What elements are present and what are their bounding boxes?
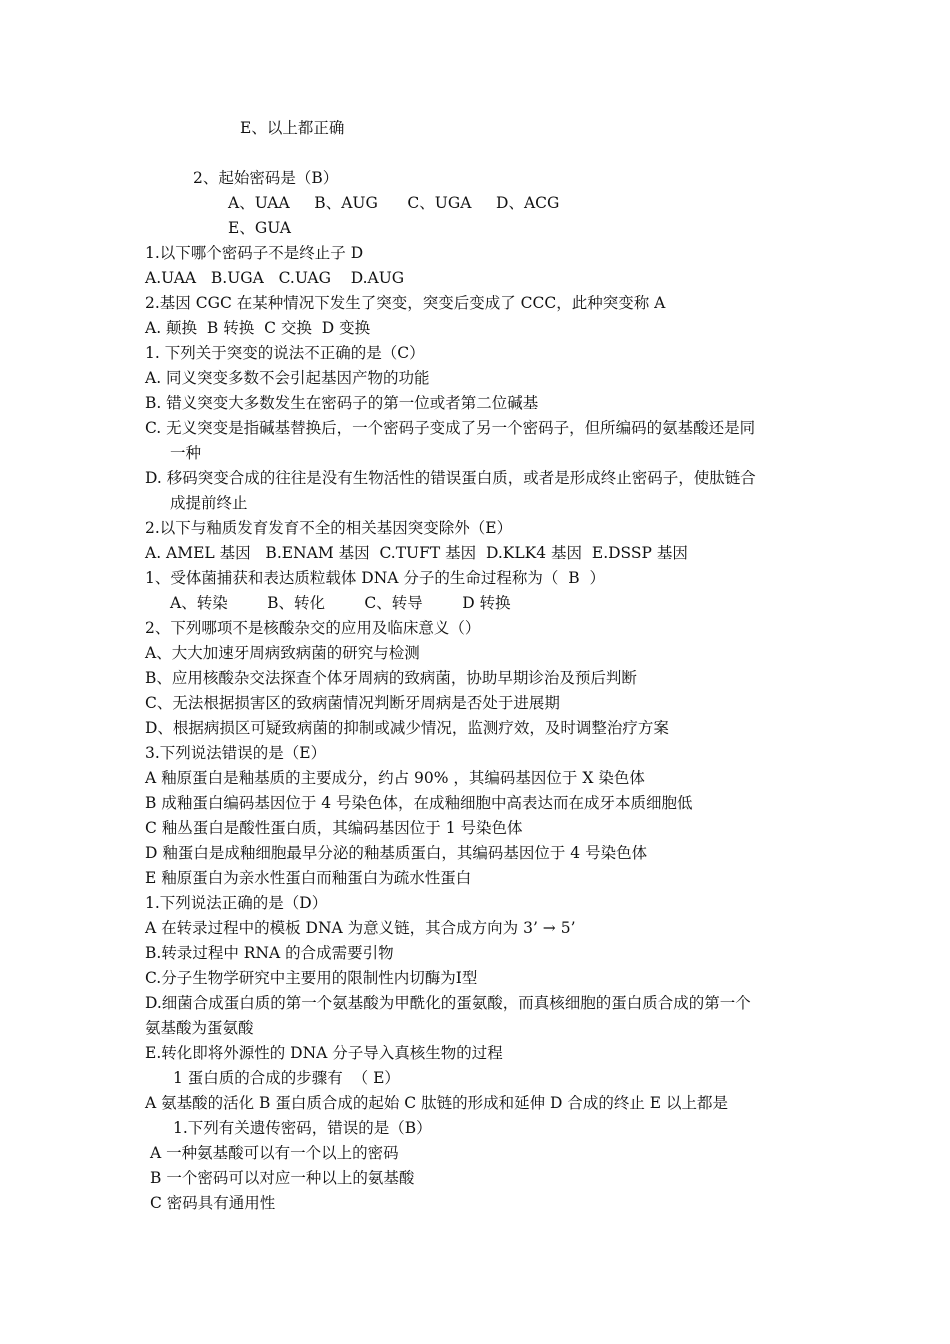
text-line: B. 错义突变大多数发生在密码子的第一位或者第二位碱基 [145, 394, 539, 412]
text-line: 一种 [170, 444, 202, 462]
text-line: 2、起始密码是（B） [193, 169, 339, 187]
text-line: D、根据病损区可疑致病菌的抑制或减少情况，监测疗效，及时调整治疗方案 [145, 719, 669, 737]
text-line: B 成釉蛋白编码基因位于 4 号染色体，在成釉细胞中高表达而在成牙本质细胞低 [145, 794, 693, 812]
text-line: 3.下列说法错误的是（E） [145, 744, 327, 762]
text-line: 2.以下与釉质发育发育不全的相关基因突变除外（E） [145, 519, 513, 537]
text-line: A.UAA B.UGA C.UAG D.AUG [145, 269, 405, 287]
text-line: A. 颠换 B 转换 C 交换 D 变换 [145, 319, 371, 337]
text-line: E、以上都正确 [240, 119, 345, 137]
text-line: B、应用核酸杂交法探查个体牙周病的致病菌，协助早期诊治及预后判断 [145, 669, 637, 687]
text-line: C. 无义突变是指碱基替换后，一个密码子变成了另一个密码子，但所编码的氨基酸还是同 [145, 419, 756, 437]
text-line: A 氨基酸的活化 B 蛋白质合成的起始 C 肽链的形成和延伸 D 合成的终止 E 以上都是 [145, 1094, 729, 1112]
text-line: 2.基因 CGC 在某种情况下发生了突变，突变后变成了 CCC，此种突变称 A [145, 294, 666, 312]
text-line: D.细菌合成蛋白质的第一个氨基酸为甲酰化的蛋氨酸，而真核细胞的蛋白质合成的第一个 [145, 994, 751, 1012]
text-line: A 釉原蛋白是釉基质的主要成分，约占 90% ，其编码基因位于 X 染色体 [145, 769, 645, 787]
text-line: D 釉蛋白是成釉细胞最早分泌的釉基质蛋白，其编码基因位于 4 号染色体 [145, 844, 648, 862]
text-line: A、转染 B、转化 C、转导 D 转换 [170, 594, 511, 612]
text-line: C 密码具有通用性 [150, 1194, 276, 1212]
text-line: 1 蛋白质的合成的步骤有 （ E） [173, 1069, 400, 1087]
text-line: 2、下列哪项不是核酸杂交的应用及临床意义（） [145, 619, 481, 637]
text-line: A、大大加速牙周病致病菌的研究与检测 [145, 644, 420, 662]
text-line: E、GUA [228, 219, 291, 237]
text-line: D. 移码突变合成的往往是没有生物活性的错误蛋白质，或者是形成终止密码子，使肽链合 [145, 469, 756, 487]
text-line: 1.下列有关遗传密码，错误的是（B） [173, 1119, 432, 1137]
text-line: C 釉丛蛋白是酸性蛋白质，其编码基因位于 1 号染色体 [145, 819, 523, 837]
text-line: 1、受体菌捕获和表达质粒载体 DNA 分子的生命过程称为（ B ） [145, 569, 605, 587]
text-line: A. 同义突变多数不会引起基因产物的功能 [145, 369, 430, 387]
text-line: C、无法根据损害区的致病菌情况判断牙周病是否处于进展期 [145, 694, 560, 712]
text-line: 氨基酸为蛋氨酸 [145, 1019, 254, 1037]
text-line: 1.下列说法正确的是（D） [145, 894, 328, 912]
text-line: 成提前终止 [170, 494, 248, 512]
text-line: C.分子生物学研究中主要用的限制性内切酶为Ⅰ型 [145, 969, 478, 987]
text-line: 1. 下列关于突变的说法不正确的是（C） [145, 344, 425, 362]
text-line: B 一个密码可以对应一种以上的氨基酸 [150, 1169, 415, 1187]
text-line: A、UAA B、AUG C、UGA D、ACG [228, 194, 560, 212]
text-line: B.转录过程中 RNA 的合成需要引物 [145, 944, 394, 962]
text-line: 1.以下哪个密码子不是终止子 D [145, 244, 364, 262]
text-line: E.转化即将外源性的 DNA 分子导入真核生物的过程 [145, 1044, 503, 1062]
text-line: E 釉原蛋白为亲水性蛋白而釉蛋白为疏水性蛋白 [145, 869, 472, 887]
text-line: A 在转录过程中的模板 DNA 为意义链，其合成方向为 3’ → 5’ [145, 919, 576, 937]
text-line: A. AMEL 基因 B.ENAM 基因 C.TUFT 基因 D.KLK4 基因 E.DSSP 基因 [145, 544, 688, 562]
text-line: A 一种氨基酸可以有一个以上的密码 [150, 1144, 399, 1162]
